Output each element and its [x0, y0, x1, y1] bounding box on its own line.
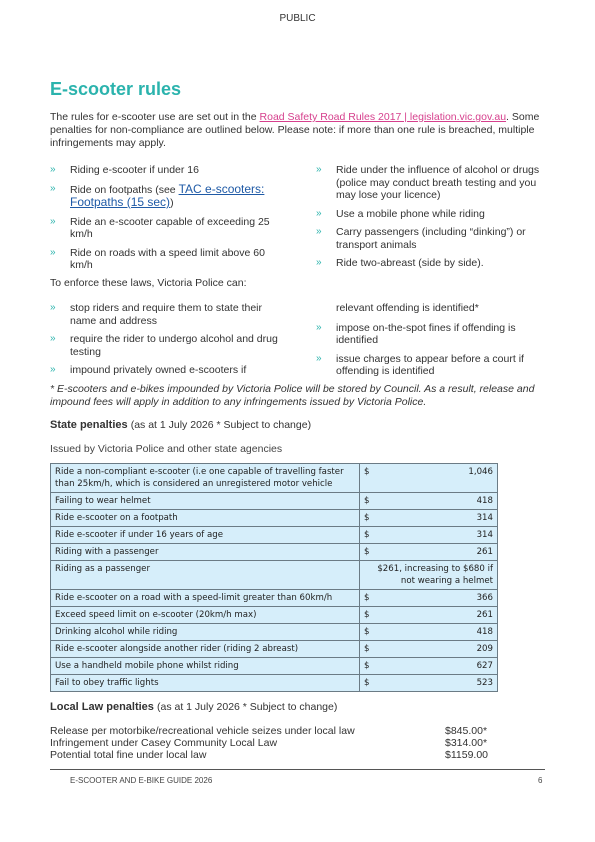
rules-left-column — [50, 164, 285, 278]
penalty-description: Exceed speed limit on e-scooter (20km/h max) — [51, 607, 360, 624]
bullet-icon: » — [50, 246, 56, 258]
footer-title: E-SCOOTER AND E-BIKE GUIDE 2026 — [70, 776, 213, 785]
amount-value: 1,046 — [468, 467, 493, 477]
amount-value: 366 — [476, 593, 493, 603]
tac-footpaths-link[interactable]: TAC e-scooters: Footpaths (15 sec) — [70, 181, 265, 209]
page-number: 6 — [538, 776, 543, 785]
penalty-amount — [360, 641, 498, 658]
table-row — [51, 658, 498, 675]
local-law-row: Potential total fine under local law $1159.00 — [50, 749, 489, 761]
list-item: » Ride on roads with a speed limit above 60 km/h — [50, 246, 265, 271]
bullet-icon: » — [316, 257, 322, 268]
amount-value: 523 — [476, 678, 493, 688]
penalty-amount — [360, 527, 498, 544]
penalty-description: Ride e-scooter alongside another rider (riding 2 abreast) — [51, 641, 360, 658]
amount-value: 627 — [476, 661, 493, 671]
rules-right-column — [316, 164, 544, 276]
classification-label: PUBLIC — [279, 13, 316, 24]
list-item: » Carry passengers (including “dinking”) or transport animals — [316, 226, 526, 251]
penalty-description: Ride e-scooter on a road with a speed-limit greater than 60km/h — [51, 590, 360, 607]
bullet-icon: » — [50, 215, 56, 227]
amount-value: 418 — [476, 627, 493, 637]
bullet-icon: » — [50, 302, 56, 313]
issued-by: Issued by Victoria Police and other state agencies — [50, 443, 283, 455]
list-item: » Ride under the influence of alcohol or drugs (police may conduct breath testing and you may lose your licence) — [316, 164, 540, 201]
footer-divider — [50, 769, 545, 770]
currency-symbol: $ — [364, 530, 370, 540]
amount-value: 314 — [476, 530, 493, 540]
enforce-intro: To enforce these laws, Victoria Police can: — [50, 277, 247, 289]
penalty-description: Failing to wear helmet — [51, 493, 360, 510]
penalty-description: Riding as a passenger — [51, 561, 360, 590]
enforce-left-column — [50, 302, 285, 383]
amount-value: 261 — [476, 547, 493, 557]
currency-symbol: $ — [364, 627, 370, 637]
local-law-row: Release per motorbike/recreational vehicle seizes under local law $845.00* — [50, 725, 488, 737]
list-item-continued: relevant offending is identified* — [336, 302, 479, 314]
amount-value: 261 — [476, 610, 493, 620]
penalty-description: Ride e-scooter if under 16 years of age — [51, 527, 360, 544]
currency-symbol: $ — [364, 513, 370, 523]
list-item: » Ride two-abreast (side by side). — [316, 257, 484, 269]
page-title: E-scooter rules — [50, 79, 182, 99]
bullet-icon: » — [316, 226, 322, 237]
penalty-description: Fail to obey traffic lights — [51, 675, 360, 692]
table-row — [51, 675, 498, 692]
penalty-amount — [360, 675, 498, 692]
table-row — [51, 544, 498, 561]
table-row — [51, 624, 498, 641]
list-item: » impose on-the-spot fines if offending is identified — [316, 321, 516, 346]
currency-symbol: $ — [364, 593, 370, 603]
table-row — [51, 607, 498, 624]
penalty-amount: $261, increasing to $680 if not wearing a helmet — [360, 561, 498, 590]
enforce-right-column — [316, 302, 544, 384]
penalty-amount — [360, 464, 498, 493]
local-law-row: Infringement under Casey Community Local Law $314.00* — [50, 737, 488, 749]
list-item: » issue charges to appear before a court if offending is identified — [316, 352, 524, 377]
table-row — [51, 464, 498, 493]
bullet-icon: » — [50, 164, 56, 175]
list-item: » require the rider to undergo alcohol and drug testing — [50, 333, 278, 358]
bullet-icon: » — [50, 333, 56, 344]
list-item: » impound privately owned e-scooters if — [50, 364, 247, 376]
penalty-description: Ride e-scooter on a footpath — [51, 510, 360, 527]
currency-symbol: $ — [364, 610, 370, 620]
penalty-amount — [360, 493, 498, 510]
amount-value: 314 — [476, 513, 493, 523]
table-row — [51, 561, 498, 590]
bullet-icon: » — [316, 352, 322, 364]
bullet-icon: » — [316, 207, 322, 219]
currency-symbol: $ — [364, 644, 370, 654]
list-item: » Riding e-scooter if under 16 — [50, 164, 199, 176]
amount-value: 209 — [476, 644, 493, 654]
currency-symbol: $ — [364, 467, 370, 477]
currency-symbol: $ — [364, 496, 370, 506]
penalty-description: Use a handheld mobile phone whilst riding — [51, 658, 360, 675]
bullet-icon: » — [50, 364, 56, 375]
currency-symbol: $ — [364, 661, 370, 671]
currency-symbol: $ — [364, 547, 370, 557]
table-row — [51, 527, 498, 544]
table-row — [51, 510, 498, 527]
penalty-amount — [360, 590, 498, 607]
legislation-link[interactable]: Road Safety Road Rules 2017 | legislation.vic.gov.au — [259, 111, 507, 123]
penalty-amount — [360, 544, 498, 561]
penalty-description: Riding with a passenger — [51, 544, 360, 561]
penalty-amount — [360, 624, 498, 641]
penalty-description: Ride a non-compliant e-scooter (i.e one capable of travelling faster than 25km/h, which is considered an unregistered motor vehicle — [51, 464, 360, 493]
table-row — [51, 493, 498, 510]
intro-text-before: The rules for e-scooter use are set out in the — [50, 111, 260, 123]
list-item: » Ride an e-scooter capable of exceeding 25 km/h — [50, 215, 270, 240]
bullet-icon: » — [50, 182, 56, 194]
amount-value: 418 — [476, 496, 493, 506]
list-item: » Use a mobile phone while riding — [316, 207, 485, 220]
bullet-icon: » — [316, 164, 322, 175]
currency-symbol: $ — [364, 678, 370, 688]
intro-paragraph — [50, 111, 545, 150]
state-penalties-heading: State penalties (as at 1 July 2026 * Subject to change) — [50, 419, 312, 431]
state-penalties-table — [50, 463, 498, 692]
penalty-description: Drinking alcohol while riding — [51, 624, 360, 641]
list-item: » Ride on footpaths (see TAC e-scooters: Footpaths (15 sec)) — [50, 181, 265, 209]
list-item: » stop riders and require them to state their name and address — [50, 302, 263, 327]
penalty-amount — [360, 607, 498, 624]
footnote: * E-scooters and e-bikes impounded by Victoria Police will be stored by Council. As a result, release and impound fees will apply in addition to any infringements issued by Victoria Police. — [50, 383, 535, 408]
table-row — [51, 641, 498, 658]
penalty-amount — [360, 510, 498, 527]
intro-text-after: . Some penalties for non-compliance are outlined below. Please note: if more than one rule is breached, multiple infringements may apply. — [50, 111, 540, 149]
penalty-amount — [360, 658, 498, 675]
bullet-icon: » — [316, 321, 322, 333]
local-law-heading: Local Law penalties (as at 1 July 2026 * Subject to change) — [50, 701, 338, 713]
table-row — [51, 590, 498, 607]
